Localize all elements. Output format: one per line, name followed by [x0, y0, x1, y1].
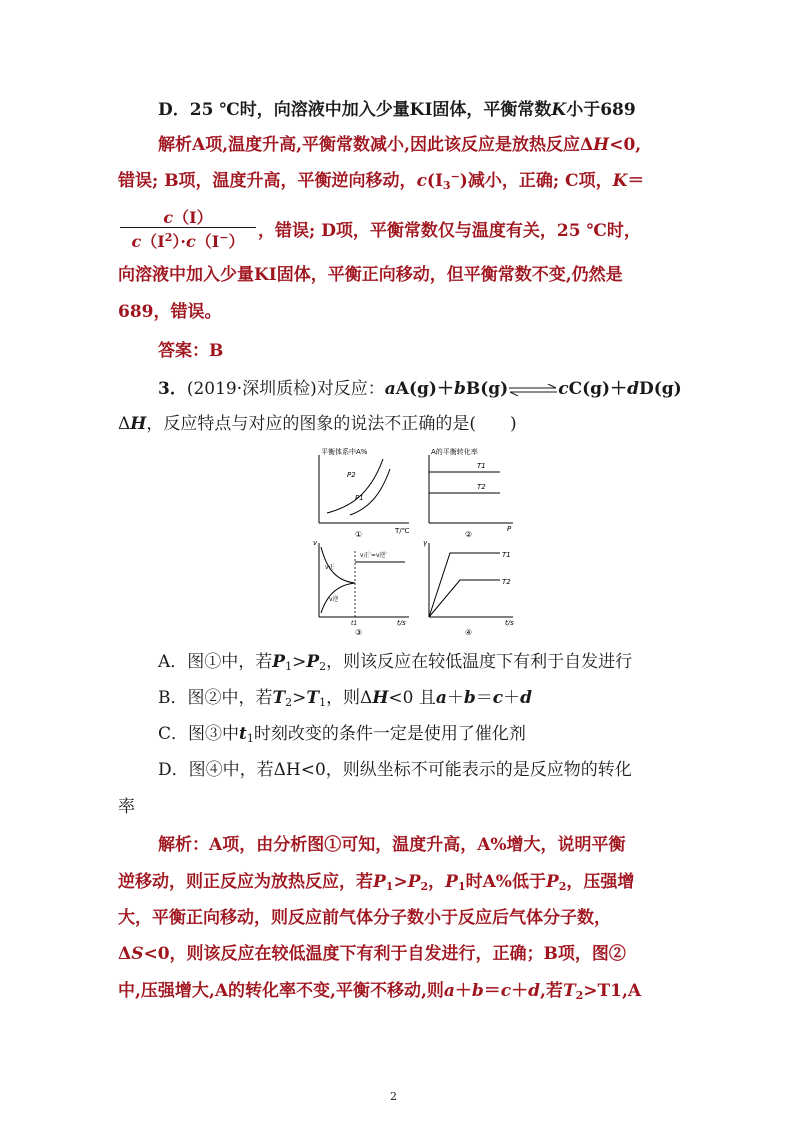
question-stem: 对反应：	[316, 379, 385, 399]
graph2-xlabel: P	[507, 525, 512, 533]
analysis2-line1	[158, 834, 626, 856]
option-d-line1: D．图④中，若ΔH<0，则纵坐标不可能表示的是反应物的转化	[158, 760, 632, 780]
graph4-number: ④	[465, 628, 473, 637]
four-graphs-figure	[305, 445, 530, 640]
answer-label: 答案：	[158, 341, 209, 361]
analysis2-line2: 逆移动，则正反应为放热反应，若$P_1>P_2$，$P_1$时A%低于$P_2$，压强增	[118, 872, 635, 893]
graph2-number: ②	[465, 530, 473, 539]
graph1-number: ①	[355, 530, 363, 539]
label-p1: P1	[355, 494, 364, 502]
analysis1-line1: 解析A项,温度升高,平衡常数减小,因此该反应是放热反应ΔH<0,	[158, 135, 642, 155]
label-new-equilibrium: v正′=v逆′	[360, 552, 387, 559]
fraction-numerator: c（I）	[163, 208, 213, 227]
option-c: C．图③中$t_1$时刻改变的条件一定是使用了催化剂	[158, 724, 526, 745]
answer-value: B	[209, 341, 224, 361]
option-d-previous: D．25 ℃时，向溶液中加入少量KI固体，平衡常数K小于689	[158, 100, 636, 120]
label-v-reverse: v逆	[329, 596, 339, 603]
graph-2	[429, 447, 513, 539]
graph3-xlabel: t/s	[397, 619, 406, 627]
equilibrium-constant-fraction	[118, 205, 258, 251]
curve-t1	[429, 553, 500, 617]
question-source: (2019·深圳质检)	[186, 379, 317, 399]
graph-4	[423, 539, 514, 637]
analysis1-label: 解析	[158, 135, 192, 155]
graph4-yaxis: γ	[423, 539, 428, 547]
analysis1-line2: 错误; B项，温度升高，平衡逆向移动，$c(I_3^-)$减小，正确; C项，K＝	[118, 170, 645, 192]
analysis2-line5: 中,压强增大,A的转化率不变,平衡不移动,则a＋b＝c＋d,若$T_2>T1,A$	[118, 981, 642, 1002]
graph-1	[319, 447, 410, 539]
answer	[158, 340, 223, 362]
analysis1-line3: ，错误; D项，平衡常数仅与温度有关，25 ℃时，	[258, 221, 641, 241]
option-b: B．图②中，若$T_2>T_1$，则ΔH<0 且a＋b＝c＋d	[158, 688, 533, 709]
question3-line2: ΔH，反应特点与对应的图象的说法不正确的是( )	[118, 414, 517, 434]
label-t1-time: t1	[351, 620, 358, 627]
fraction-bar	[120, 227, 256, 228]
analysis2-line3: 大，平衡正向移动，则反应前气体分子数小于反应后气体分子数，	[118, 908, 611, 928]
equilibrium-arrow-icon	[508, 384, 558, 396]
label-t2: T2	[477, 483, 486, 491]
option-a: A．图①中，若$P_1>P_2$，则该反应在较低温度下有利于自发进行	[158, 652, 633, 673]
fraction-denominator: $c(I^2)\cdot c(I^-)$	[131, 231, 245, 251]
graph3-yaxis: v	[313, 539, 318, 547]
label-v-forward: v正	[325, 564, 335, 571]
analysis2-line4: ΔS<0，则该反应在较低温度下有利于自发进行，正确；B项，图②	[118, 944, 626, 964]
graph4-xlabel: t/s	[505, 619, 514, 627]
curve-p2	[327, 459, 383, 513]
analysis1-line4: 向溶液中加入少量KI固体，平衡正向移动，但平衡常数不变,仍然是	[118, 265, 623, 285]
page-number: 2	[390, 1090, 397, 1103]
graph-3	[313, 539, 409, 637]
label-p2: P2	[347, 471, 356, 479]
analysis2-text1: A项，由分析图①可知，温度升高，A%增大，说明平衡	[209, 835, 626, 855]
option-d-line2: 率	[118, 797, 135, 817]
graph1-xlabel: T/℃	[395, 527, 410, 535]
curve-p1	[350, 469, 390, 515]
question3-line1: 3．(2019·深圳质检)对反应：aA(g)＋bB(g) cC(g)＋dD(g)	[158, 379, 682, 399]
analysis2-label: 解析：	[158, 835, 209, 855]
graph2-ylabel: A的平衡转化率	[431, 448, 478, 456]
label-t2-curve: T2	[502, 578, 511, 586]
label-t1: T1	[477, 462, 486, 470]
graph3-number: ③	[355, 628, 363, 637]
question-number: 3．	[158, 379, 187, 399]
analysis1-line5: 689，错误。	[118, 302, 222, 322]
label-t1-curve: T1	[502, 551, 511, 559]
graph1-ylabel: 平衡体系中A%	[321, 448, 368, 456]
